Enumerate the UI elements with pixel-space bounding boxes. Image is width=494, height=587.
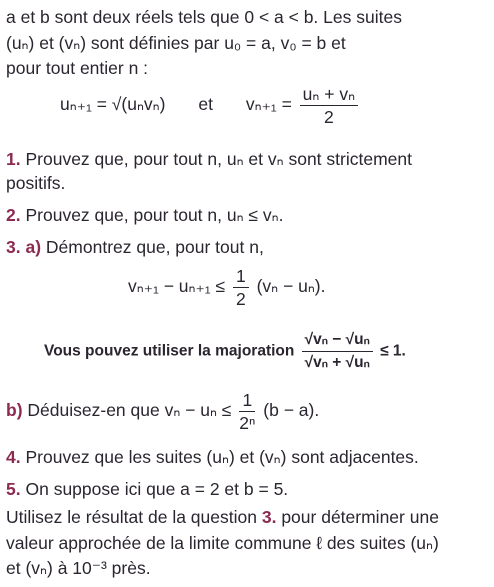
inequality-right: (vₙ − uₙ). xyxy=(256,276,326,297)
formula-u: uₙ₊₁ = √(uₙvₙ) xyxy=(60,94,166,115)
question-2-text: Prouvez que, pour tout n, uₙ ≤ vₙ. xyxy=(25,205,284,225)
question-2 xyxy=(6,204,488,226)
question-3b-text: Déduisez-en que vₙ − uₙ ≤ xyxy=(27,400,232,421)
inequality-fraction xyxy=(233,266,249,309)
formula-separator: et xyxy=(198,94,213,115)
question-5-follow-3: et (vₙ) à 10⁻³ près. xyxy=(6,558,151,578)
hint-text: Vous pouvez utiliser la majoration xyxy=(44,342,295,360)
question-1-number: 1. xyxy=(6,149,21,169)
question-3b-label: b) xyxy=(6,400,23,421)
question-3b-numerator: 1 xyxy=(239,390,255,412)
hint-fraction xyxy=(302,330,373,373)
question-5 xyxy=(6,478,488,500)
formula-v-left: vₙ₊₁ = xyxy=(245,94,292,115)
question-3a-label: a) xyxy=(25,237,42,257)
question-3b-right: (b − a). xyxy=(263,400,320,421)
question-1-text: Prouvez que, pour tout n, uₙ et vₙ sont strictement xyxy=(25,149,412,169)
question-3b-fraction xyxy=(239,390,255,433)
question-4-number: 4. xyxy=(6,447,21,467)
inequality-3a xyxy=(128,266,326,309)
question-3b-denominator: 2ⁿ xyxy=(239,413,256,433)
question-4 xyxy=(6,446,488,468)
question-3a xyxy=(6,236,488,258)
question-5-number: 5. xyxy=(6,479,21,499)
question-4-text: Prouvez que les suites (uₙ) et (vₙ) sont adjacentes. xyxy=(25,447,419,467)
hint-numerator: √vₙ − √uₙ xyxy=(302,330,373,352)
question-3b xyxy=(6,390,319,433)
question-3-number: 3. xyxy=(6,237,21,257)
question-1-line-b: positifs. xyxy=(6,173,66,193)
hint-denominator: √vₙ + √uₙ xyxy=(304,354,370,371)
hint-right: ≤ 1. xyxy=(380,342,406,360)
question-2-number: 2. xyxy=(6,205,21,225)
formula-v-fraction xyxy=(300,84,358,127)
formula-v-denominator: 2 xyxy=(323,107,334,127)
question-1-line-a xyxy=(6,148,488,170)
hint-box xyxy=(44,330,406,373)
inequality-numerator: 1 xyxy=(233,266,249,288)
question-5-follow-2: valeur approchée de la limite commune ℓ des suites (uₙ) xyxy=(6,533,439,553)
question-5-follow-1: Utilisez le résultat de la question 3. pour déterminer une xyxy=(6,507,439,527)
formula-v-numerator: uₙ + vₙ xyxy=(300,84,358,106)
intro-line-3: pour tout entier n : xyxy=(6,58,149,78)
question-reference: 3. xyxy=(261,507,277,527)
recurrence-formulas xyxy=(60,84,361,127)
inequality-left: vₙ₊₁ − uₙ₊₁ ≤ xyxy=(128,276,226,297)
question-5-text: On suppose ici que a = 2 et b = 5. xyxy=(25,479,289,499)
intro-line-2: (uₙ) et (vₙ) sont définies par u₀ = a, v₀ = b et xyxy=(6,33,346,53)
intro-line-1: a et b sont deux réels tels que 0 < a < b. Les suites xyxy=(6,7,402,27)
inequality-denominator: 2 xyxy=(236,289,246,309)
question-3a-text: Démontrez que, pour tout n, xyxy=(45,237,264,257)
